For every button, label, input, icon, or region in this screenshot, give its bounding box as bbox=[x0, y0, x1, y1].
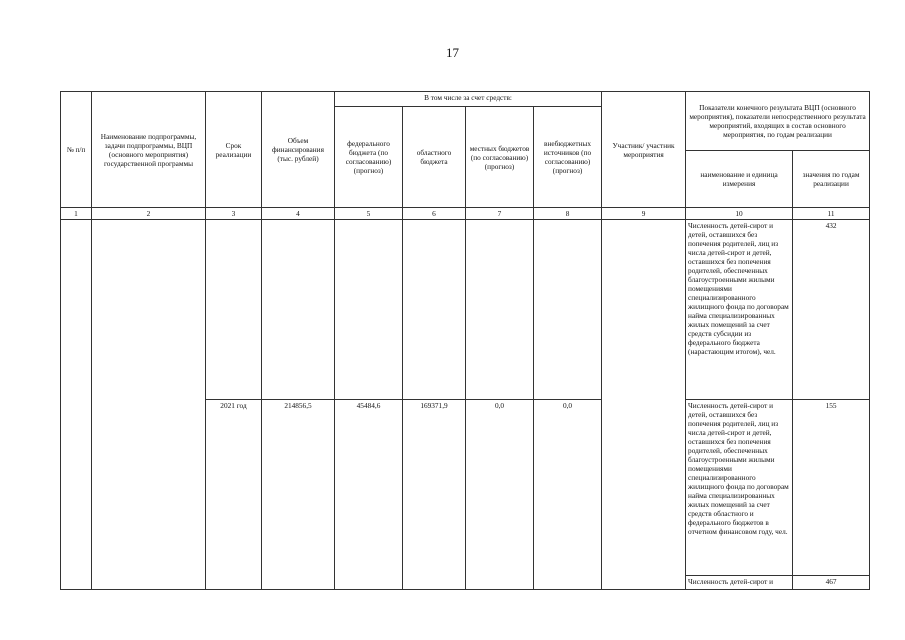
header-federal: федерального бюджета (по согласованию) (прогноз) bbox=[335, 107, 403, 208]
column-number: 6 bbox=[403, 208, 466, 220]
header-num: № п/п bbox=[61, 92, 92, 208]
cell-regional: 169371,9 bbox=[403, 400, 466, 590]
cell-name bbox=[92, 220, 206, 590]
cell-regional bbox=[403, 220, 466, 400]
column-number: 7 bbox=[466, 208, 534, 220]
column-number: 8 bbox=[534, 208, 602, 220]
column-number: 4 bbox=[262, 208, 335, 220]
financing-table bbox=[60, 91, 870, 590]
cell-indicator: Численность детей-сирот и детей, оставшихся без попечения родителей, лиц из числа детей-сирот и детей, оставшихся без попечения родителей, обеспеченных благоустроенными жилыми помещениями специализированного жилищного фонда по договорам найма специализированных жилых помещений за счет средств субсидии из федерального бюджета (нарастающим итогом), чел. bbox=[686, 220, 793, 400]
cell-indicator: Численность детей-сирот и детей, оставшихся без попечения родителей, лиц из числа детей-сирот и детей, оставшихся без попечения родителей, обеспеченных благоустроенными жилыми помещениями специализированного жилищного фонда по договорам найма специализированных жилых помещений за счет средств областного и федерального бюджетов в отчетном финансовом году, чел. bbox=[686, 400, 793, 576]
cell-num bbox=[61, 220, 92, 590]
cell-value: 467 bbox=[793, 576, 870, 590]
cell-value: 155 bbox=[793, 400, 870, 576]
header-regional: областного бюджета bbox=[403, 107, 466, 208]
header-participant: Участник/ участник мероприятия bbox=[602, 92, 686, 208]
cell-indicator: Численность детей-сирот и bbox=[686, 576, 793, 590]
cell-federal bbox=[335, 220, 403, 400]
column-number: 5 bbox=[335, 208, 403, 220]
header-extra: внебюджетных источников (по согласованию) (прогноз) bbox=[534, 107, 602, 208]
column-number: 10 bbox=[686, 208, 793, 220]
column-number: 2 bbox=[92, 208, 206, 220]
column-number: 3 bbox=[206, 208, 262, 220]
header-including: В том числе за счет средств: bbox=[335, 92, 602, 107]
header-term: Срок реализации bbox=[206, 92, 262, 208]
header-local: местных бюджетов (по согласованию) (прогноз) bbox=[466, 107, 534, 208]
header-name: Наименование подпрограммы, задачи подпрограммы, ВЦП (основного мероприятия) государственной программы bbox=[92, 92, 206, 208]
column-numbers-row bbox=[61, 208, 870, 220]
cell-term: 2021 год bbox=[206, 400, 262, 590]
cell-local bbox=[466, 220, 534, 400]
header-indicators: Показатели конечного результата ВЦП (основного мероприятия), показатели непосредственного результата мероприятий, входящих в состав основного мероприятия, по годам реализации bbox=[686, 92, 870, 151]
cell-term bbox=[206, 220, 262, 400]
cell-participant bbox=[602, 220, 686, 590]
column-number: 11 bbox=[793, 208, 870, 220]
column-number: 9 bbox=[602, 208, 686, 220]
cell-volume: 214856,5 bbox=[262, 400, 335, 590]
header-indicator-value: значения по годам реализации bbox=[793, 151, 870, 208]
header-row-1 bbox=[61, 92, 870, 107]
page-number: 17 bbox=[446, 45, 459, 60]
cell-extra: 0,0 bbox=[534, 400, 602, 590]
cell-volume bbox=[262, 220, 335, 400]
cell-value: 432 bbox=[793, 220, 870, 400]
column-number: 1 bbox=[61, 208, 92, 220]
cell-extra bbox=[534, 220, 602, 400]
table-row bbox=[61, 220, 870, 400]
cell-local: 0,0 bbox=[466, 400, 534, 590]
cell-federal: 45484,6 bbox=[335, 400, 403, 590]
header-indicator-name: наименование и единица измерения bbox=[686, 151, 793, 208]
header-volume: Объем финансирования (тыс. рублей) bbox=[262, 92, 335, 208]
